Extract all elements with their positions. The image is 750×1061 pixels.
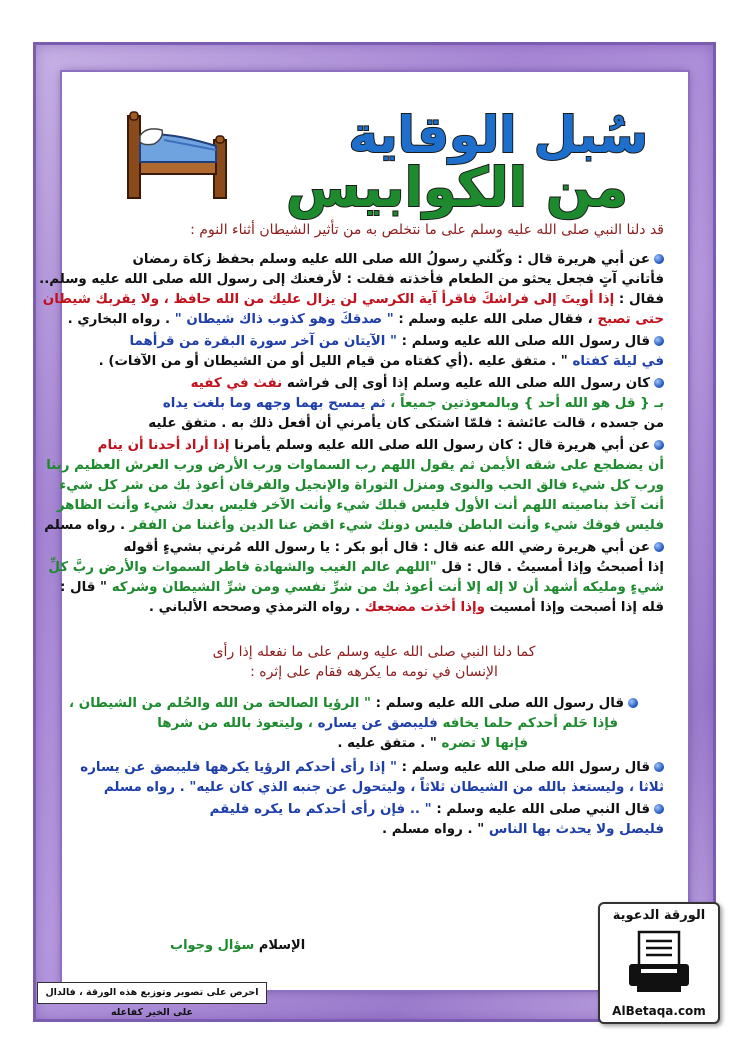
text-line: قال رسول الله صلى الله عليه وسلم : " الآيتان من آخر سورة البقرة من قرأهما [84,332,664,352]
text-line: شيءٍ ومليكه أشهد أن لا إله إلا أنت أعوذ بك من شرِّ نفسي ومن شرِّ الشيطان وشركه " قال : [59,580,664,595]
brand-title: الورقة الدعوية [612,908,706,923]
section-2-heading-line-2: الإنسان في نومه ما يكرهه فقام على إثره : [250,664,498,680]
bullet-icon [654,804,664,814]
text-line: حتى تصبح ، فقال صلى الله عليه وسلم : " صدقكَ وهو كذوب ذاك شيطان " . رواه البخاري . [67,312,664,327]
text-line: ثلاثا ، وليستعذ بالله من الشيطان ثلاثاً ، وليتحول عن جنبه الذي كان عليه" . رواه مسلم [103,780,664,795]
text-line: قال رسول الله صلى الله عليه وسلم : " الرؤيا الصالحة من الله والحُلم من الشيطان ، [84,694,638,714]
bullet-icon [628,698,638,708]
text-line: فليس فوقك شيء وأنت الباطن فليس دونك شيء اقض عنا الدين وأغننا من الفقر . رواه مسلم [44,518,664,533]
text-line: عن أبي هريرة قال : كان رسول الله صلى الله عليه وسلم يأمرنا إذا أراد أحدنا أن ينام [84,436,664,456]
brand-url[interactable]: AlBetaqa.com [612,1004,706,1018]
section-2-heading-line-1: كما دلنا النبي صلى الله عليه وسلم على ما نفعله إذا رأى [212,644,536,660]
text-line: فإذا حَلم أحدكم حلما يخافه فليبصق عن يساره ، وليتعوذ بالله من شرها [157,716,618,731]
text-line: فأتاني آتٍ فجعل يحثو من الطعام فأخذته فقلت : لأرفعنك إلى رسول الله صلى الله عليه وسلم.. [39,272,664,287]
bullet-icon [654,440,664,450]
text-line: عن أبي هريرة رضي الله عنه قال : قال أبو بكر : يا رسول الله مُرني بشيءٍ أقوله [84,538,664,558]
text-line: قله إذا أصبحت وإذا أمسيت وإذا أخذت مضجعك . رواه الترمذي وصححه الألباني . [148,600,664,615]
text-line: إذا أصبحتُ وإذا أمسيتُ . قال : قل "اللهم عالم الغيب والشهادة فاطر السموات والأرض ربَّ كلِّ [48,560,664,575]
intro-text: قد دلنا النبي صلى الله عليه وسلم على ما نتخلص به من تأثير الشيطان أثناء النوم : [190,222,664,238]
bullet-icon [654,542,664,552]
text-line: ورب كل شيء فالق الحب والنوى ومنزل التوراة والإنجيل والفرقان أعوذ بك من شر كل شيء [59,478,664,493]
distribution-notice: احرص على تصوير وتوزيع هذه الورقة ، فالدال على الخير كفاعله [37,982,267,1004]
text-line: فليصل ولا يحدث بها الناس " . رواه مسلم . [381,822,664,837]
text-line: بـ { قل هو الله أحد } وبالمعوذتين جميعاً ، ثم يمسح بهما وجهه وما بلغت يداه [162,396,664,411]
text-line: قال رسول الله صلى الله عليه وسلم : " إذا رأى أحدكم الرؤيا يكرهها فليبصق عن يساره [84,758,664,778]
text-line: من جسده ، قالت عائشة : فلمّا اشتكى كان يأمرني أن أفعل ذلك به . متفق عليه [148,416,664,431]
text-line: فإنها لا تضره " . متفق عليه . [337,736,528,751]
bullet-icon [654,378,664,388]
text-line: أنت آخذ بناصيته اللهم أنت الأول فليس قبلك شيء وأنت الآخر فليس بعدك شيء وأنت الظاهر [56,498,664,513]
text-line: أن يضطجع على شقه الأيمن ثم يقول اللهم رب السماوات ورب الأرض ورب العرش العظيم ربنا [46,458,664,473]
text-line: قال النبي صلى الله عليه وسلم : " .. فإن رأى أحدكم ما يكره فليقم [202,800,664,820]
text-line: فقال : إذا أويتَ إلى فراشكَ فاقرأ آية الكرسي لن يزال عليك من الله حافظ ، ولا يقربك شيطان [42,292,664,307]
bullet-icon [654,336,664,346]
source-credit: الإسلام سؤال وجواب [170,938,306,953]
bullet-icon [654,762,664,772]
content-panel [39,72,688,990]
text-line: في ليلة كفتاه " . متفق عليه .(أي كفتاه من قيام الليل أو من الشيطان أو من الآفات) . [98,354,664,369]
title-line-1: سُبل الوقاية [348,106,648,164]
text-line: عن أبي هريرة قال : وكّلني رسولُ الله صلى الله عليه وسلم بحفظ زكاة رمضان [84,250,664,270]
document-printer-icon [627,928,691,994]
bed-icon [124,106,234,202]
text-line: كان رسول الله صلى الله عليه وسلم إذا أوى إلى فراشه نفث في كفيه [84,374,664,394]
title-line-2: من الكوابيس [285,156,628,219]
brand-logo[interactable] [598,902,720,1024]
bullet-icon [654,254,664,264]
